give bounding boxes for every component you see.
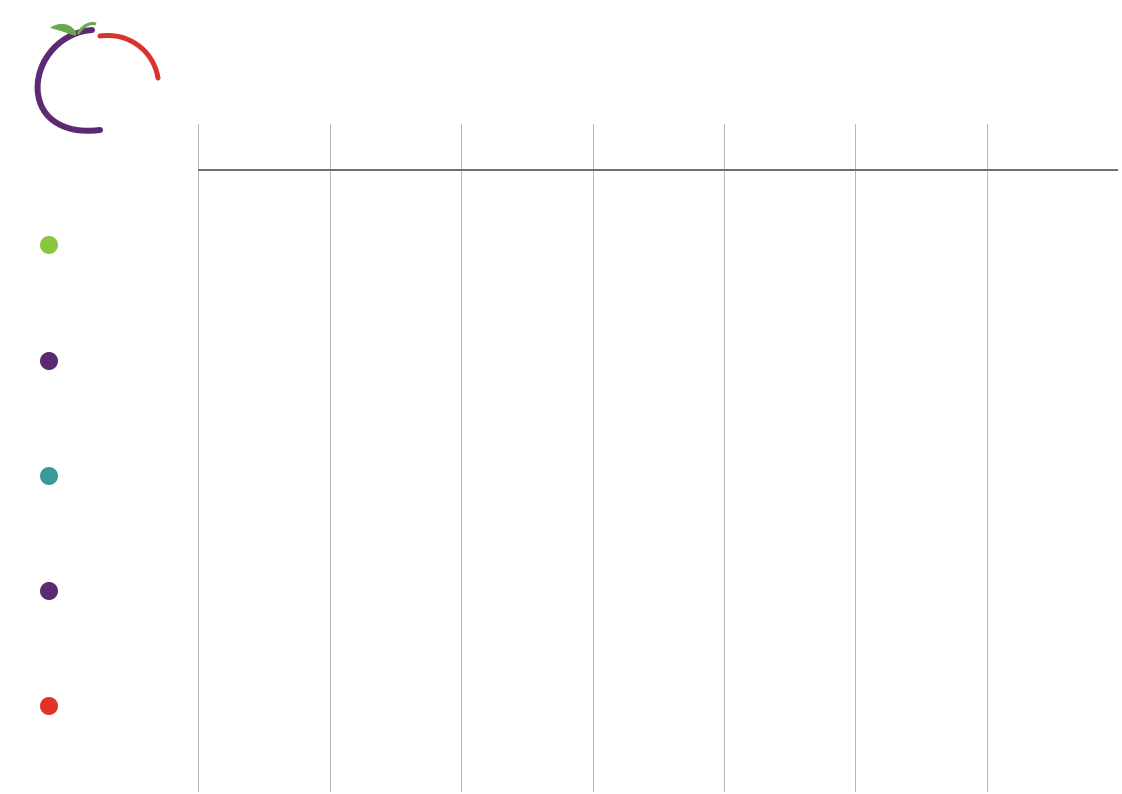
column-divider	[198, 124, 199, 792]
meal-label-dinner	[40, 697, 72, 715]
column-divider	[461, 124, 462, 792]
lunch-dot-icon	[40, 467, 58, 485]
column-divider	[987, 124, 988, 792]
column-divider	[855, 124, 856, 792]
meal-label-lunch	[40, 467, 72, 485]
brand-logo	[30, 22, 180, 167]
meal-label-fruit	[40, 352, 72, 370]
breakfast-dot-icon	[40, 236, 58, 254]
fruit-dot-icon	[40, 352, 58, 370]
dinner-dot-icon	[40, 697, 58, 715]
apple-logo-icon	[30, 22, 180, 137]
column-divider	[724, 124, 725, 792]
meal-label-breakfast	[40, 236, 72, 254]
column-divider	[330, 124, 331, 792]
header-rule	[198, 169, 1118, 171]
meal-label-dessert	[40, 582, 72, 600]
dessert-dot-icon	[40, 582, 58, 600]
column-divider	[593, 124, 594, 792]
